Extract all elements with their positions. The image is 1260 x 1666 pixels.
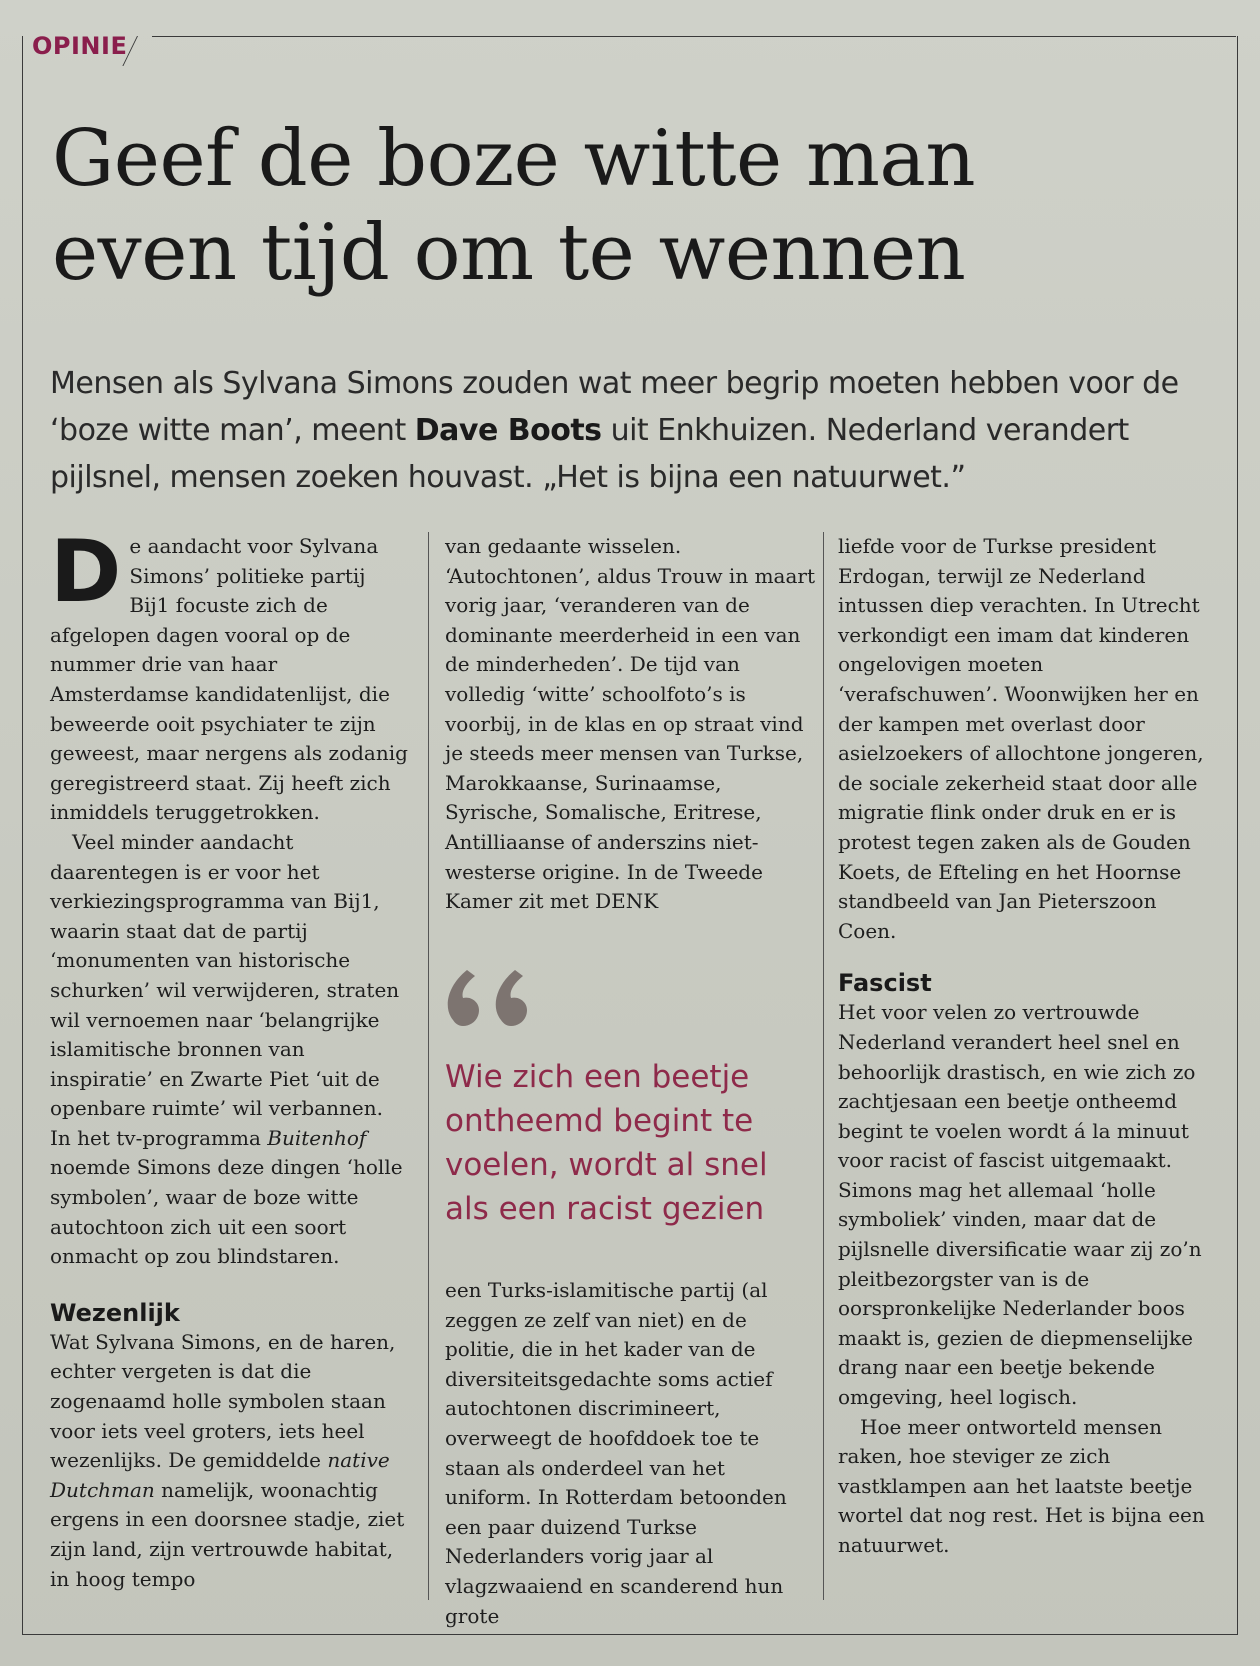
paragraph-2 bbox=[50, 828, 410, 1272]
intro-text-after: uit Enkhuizen. Nederland verandert pijlsnel, mensen zoeken houvast. „Het is bijna een natuurwet.” bbox=[50, 413, 1129, 495]
headline-line-1: Geef de boze witte man bbox=[52, 114, 976, 204]
paragraph-1-text: e aandacht voor Sylvana Simons’ politieke partij Bij1 focuste zich de afgelopen dagen vooral op de nummer drie van haar Amsterdamse kandidatenlijst, die beweerde ooit psychiater te zijn geweest, maar nergens als zodanig geregistreerd staat. Zij heeft zich inmiddels teruggetrokken. bbox=[50, 534, 408, 825]
column-1 bbox=[50, 522, 410, 1594]
intro-lede bbox=[50, 360, 1210, 501]
paragraph-2-text-a: Veel minder aandacht daarentegen is er voor het verkiezingsprogramma van Bij1, waarin staat dat de partij ‘monumenten van historische schurken’ wil verwijderen, straten wil vernoemen naar ‘belangrijke islamitische bronnen van inspiratie’ en Zwarte Piet ‘uit de openbare ruimte’ wil verbannen. In het tv-programma bbox=[50, 829, 400, 1150]
column-3-paragraph-3: Hoe meer ontworteld mensen raken, hoe steviger ze zich vastklampen aan het laatste beetje wortel dat nog rest. Het is bijna een natuurwet. bbox=[838, 1414, 1205, 1557]
subhead-wezenlijk: Wezenlijk bbox=[50, 1298, 180, 1327]
column-rule-1 bbox=[428, 532, 429, 1600]
author-name: Dave Boots bbox=[414, 413, 602, 448]
column-2-bottom bbox=[445, 1276, 815, 1631]
intro-text-before: Mensen als Sylvana Simons zouden wat meer begrip moeten hebben voor de ‘boze witte man’, meent bbox=[50, 366, 1179, 448]
column-2-paragraph-2: een Turks-islamitische partij (al zeggen ze zelf van niet) en de politie, die in het kader van de diversiteitsgedachte soms actief autochtonen discrimineert, overweegt de hoofddoek toe te staan als onderdeel van het uniform. In Rotterdam betoonden een paar duizend Turkse Nederlanders vorig jaar al vlagzwaaiend en scanderend hun grote bbox=[445, 1278, 787, 1628]
column-3-paragraph-2: Het voor velen zo vertrouwde Nederland verandert heel snel en behoorlijk drastisch, en wie zich zo zachtjesaan een beetje ontheemd begint te voelen wordt á la minuut voor racist of fascist uitgemaakt. Simons mag het allemaal ‘holle symboliek’ vinden, maar dat de pijlsnelle diversificatie waar zij zo’n pleitbezorgster van is de oorspronkelijke Nederlander boos maakt is, gezien de diepmenselijke drang naar een beetje bekende omgeving, heel logisch. bbox=[838, 1000, 1202, 1410]
column-2-paragraph-1: van gedaante wisselen. ‘Autochtonen’, aldus Trouw in maart vorig jaar, ‘veranderen van de dominante meerderheid in een van de minderheden’. De tijd van volledig ‘witte’ schoolfoto’s is voorbij, in de klas en op straat vind je steeds meer mensen van Turkse, Marokkaanse, Surinaamse, Syrische, Somalische, Eritrese, Antilliaanse of anderszins niet-westerse origine. In de Tweede Kamer zit met DENK bbox=[445, 534, 815, 914]
column-3 bbox=[838, 532, 1208, 1561]
column-rule-2 bbox=[823, 532, 824, 1600]
headline-line-2: even tijd om te wennen bbox=[52, 208, 966, 298]
paragraph-3 bbox=[50, 1328, 410, 1594]
paragraph-3-text-b: namelijk, woonachtig ergens in een doorsnee stadje, ziet zijn land, zijn vertrouwde habitat, in hoog tempo bbox=[50, 1477, 405, 1591]
quote-mark-icon bbox=[445, 950, 545, 1030]
paragraph-3-text-a: Wat Sylvana Simons, en de haren, echter vergeten is dat die zogenaamd holle symbolen staan voor iets veel groters, iets heel wezenlijks. De gemiddelde bbox=[50, 1329, 396, 1473]
frame-top-rule bbox=[152, 36, 1236, 37]
column-2-top bbox=[445, 532, 815, 917]
paragraph-2-text-b: noemde Simons deze dingen ‘holle symbolen’, waar de boze witte autochtoon zich uit een soort onmacht op zou blindstaren. bbox=[50, 1155, 403, 1269]
headline bbox=[52, 112, 1212, 300]
pull-quote: Wie zich een beetje ontheemd begint te voelen, wordt al snel als een racist gezien bbox=[445, 1059, 768, 1227]
program-name: Buitenhof bbox=[267, 1125, 367, 1150]
section-kicker: OPINIE bbox=[32, 32, 128, 60]
column-3-paragraph-1: liefde voor de Turkse president Erdogan, terwijl ze Nederland intussen diep verachten. In Utrecht verkondigt een imam dat kinderen ongelovigen moeten ‘verafschuwen’. Woonwijken her en der kampen met overlast door asielzoekers of allochtone jongeren, de sociale zekerheid staat door alle migratie flink onder druk en er is protest tegen zaken als de Gouden Koets, de Efteling en het Hoornse standbeeld van Jan Pieterszoon Coen. bbox=[838, 534, 1204, 943]
native-dutchman-phrase: native Dutchman bbox=[50, 1448, 390, 1502]
paragraph-1 bbox=[50, 522, 410, 828]
drop-cap: D bbox=[50, 522, 122, 622]
subhead-fascist: Fascist bbox=[838, 969, 932, 998]
